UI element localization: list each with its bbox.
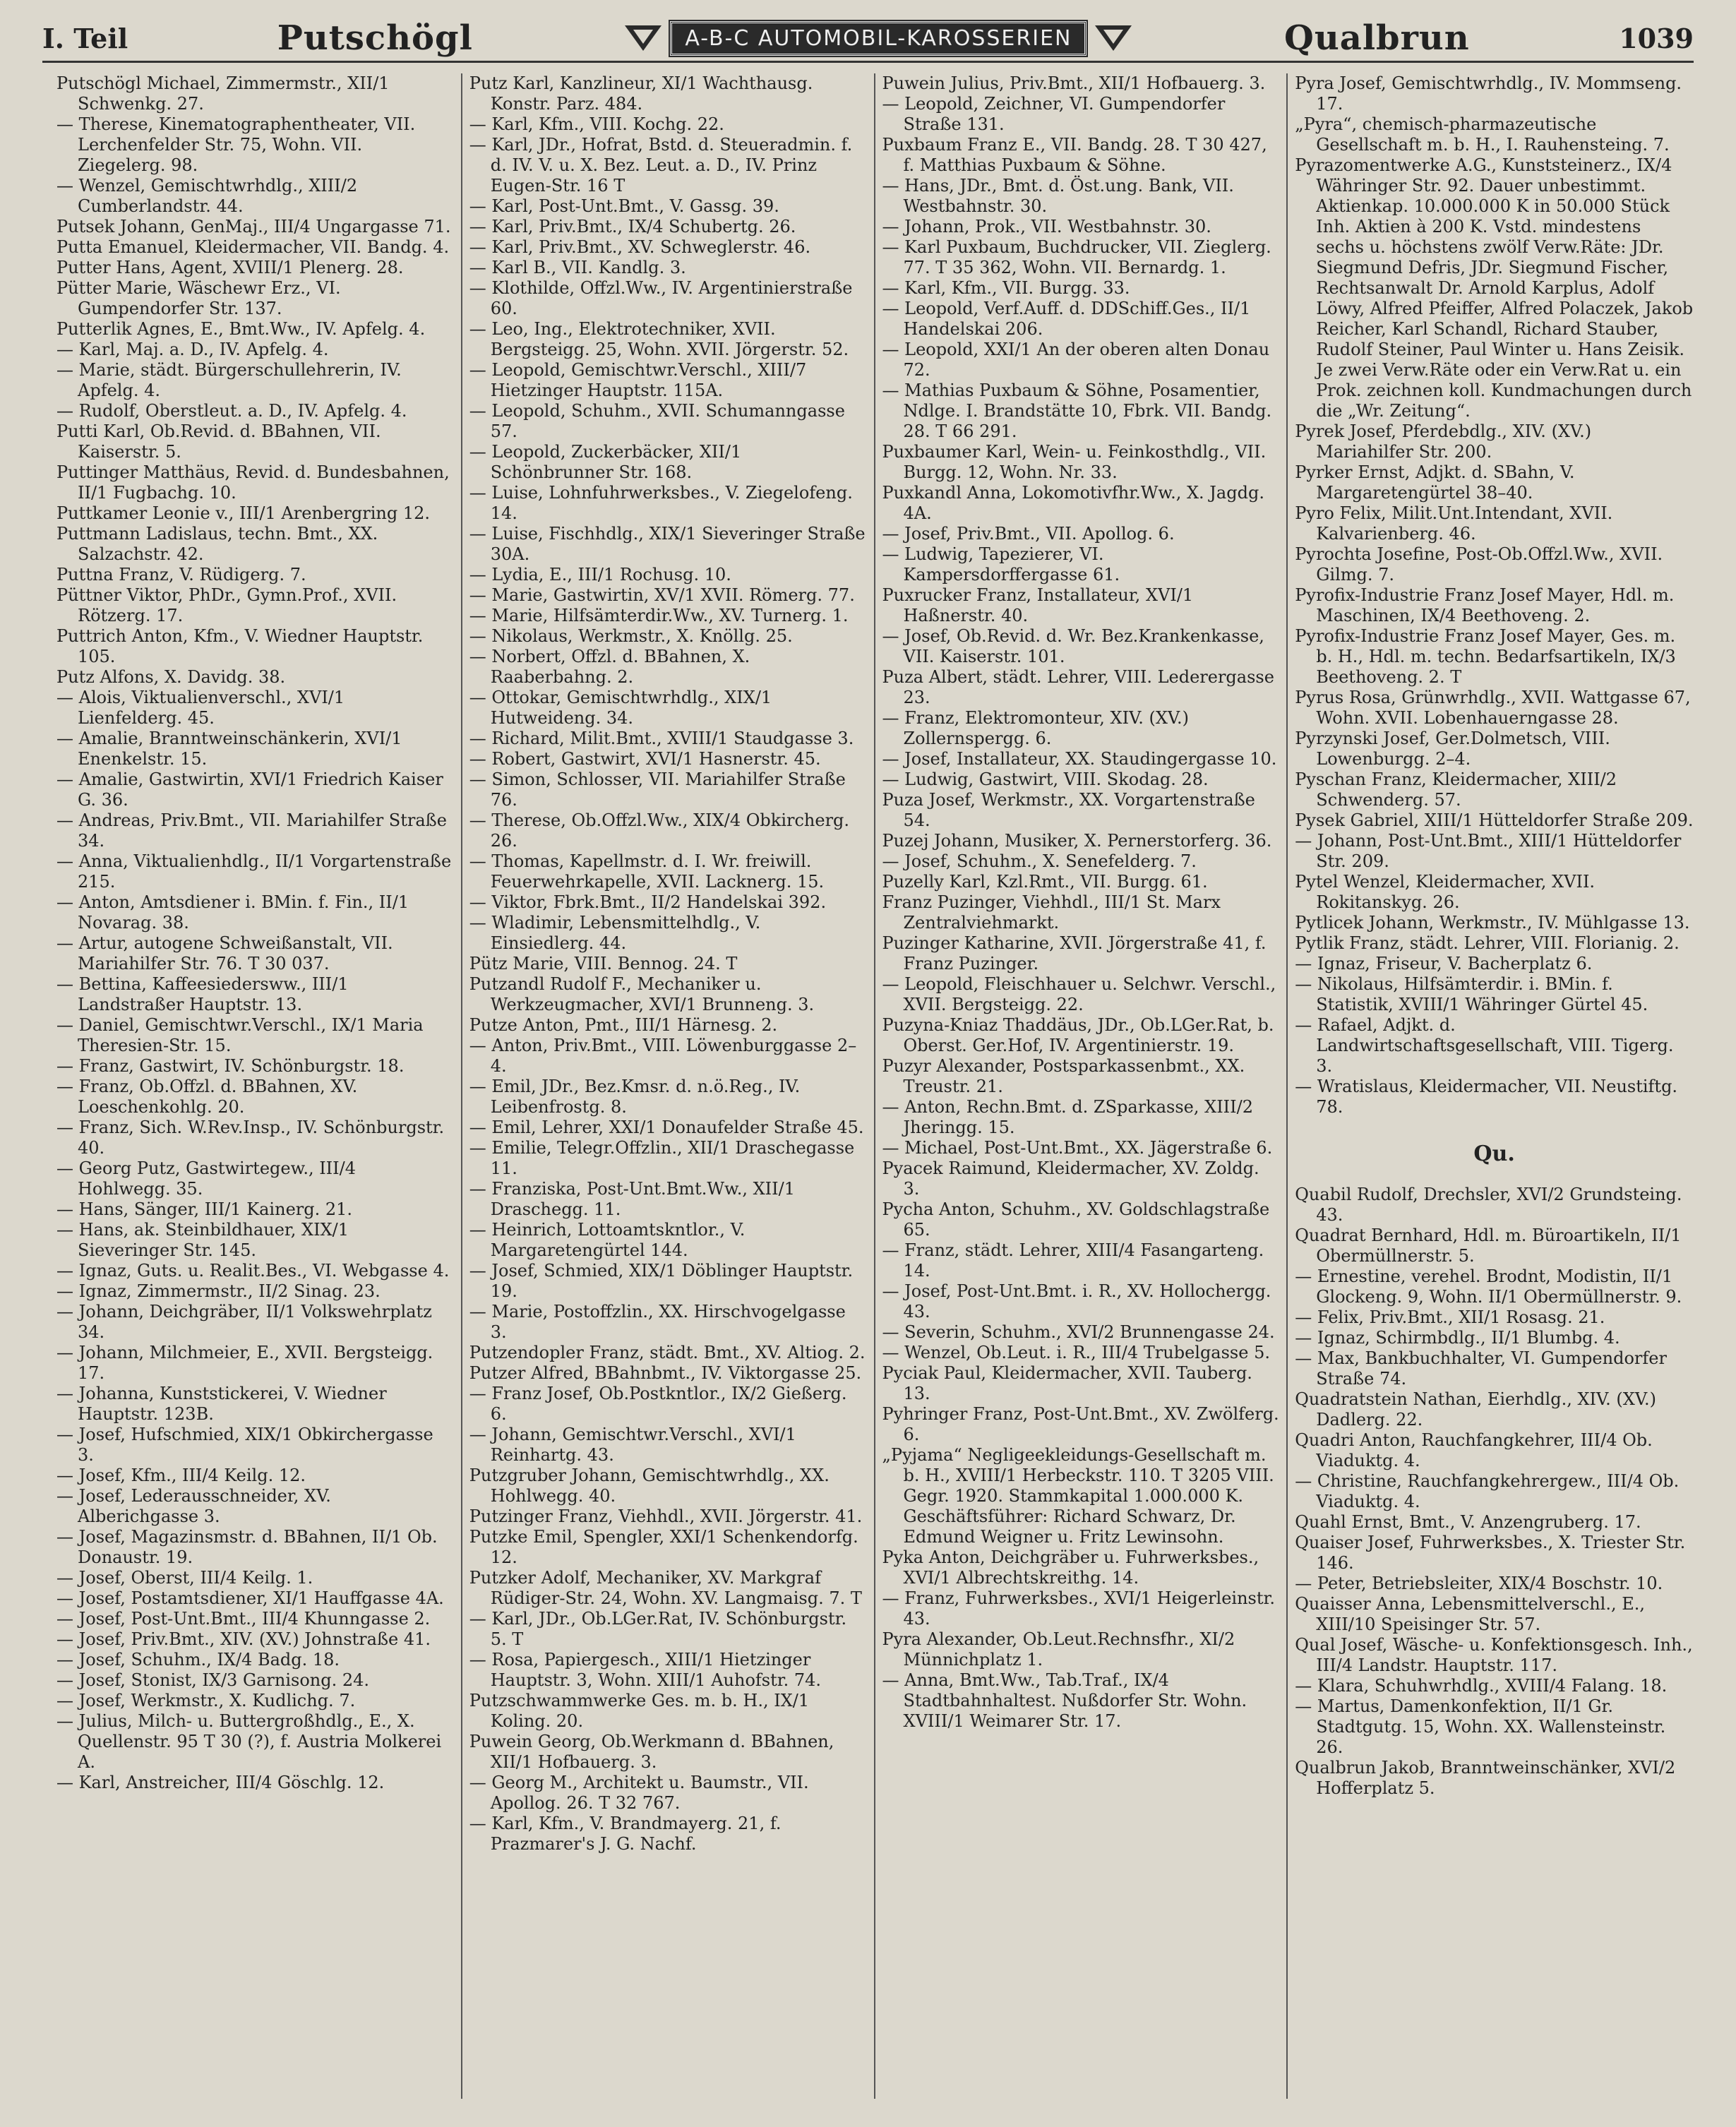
directory-entry: — Marie, Hilfsämterdir.Ww., XV. Turnerg. 1.	[469, 606, 849, 625]
column-1	[49, 73, 462, 2099]
directory-entry: Puttna Franz, V. Rüdigerg. 7.	[56, 565, 306, 585]
directory-entry: Puttinger Matthäus, Revid. d. Bundesbahnen, II/1 Fugbachg. 10.	[56, 462, 450, 503]
directory-entry: — Ignaz, Zimmermstr., II/2 Sinag. 23.	[56, 1281, 381, 1301]
directory-entry: Püttner Viktor, PhDr., Gymn.Prof., XVII. Rötzerg. 17.	[56, 585, 397, 625]
directory-entry: — Karl, Maj. a. D., IV. Apfelg. 4.	[56, 340, 329, 359]
directory-entry: Quaiser Josef, Fuhrwerksbes., X. Triester Str. 146.	[1295, 1533, 1686, 1573]
directory-entry: — Heinrich, Lottoamtskntlor., V. Margaretengürtel 144.	[469, 1220, 746, 1260]
directory-entry: Quadrat Bernhard, Hdl. m. Büroartikeln, II/1 Obermüllnerstr. 5.	[1295, 1226, 1682, 1266]
directory-entry: — Josef, Hufschmied, XIX/1 Obkirchergasse 3.	[56, 1425, 433, 1465]
directory-entry: — Ludwig, Tapezierer, VI. Kampersdorffergasse 61.	[882, 544, 1120, 585]
directory-entry: — Hans, JDr., Bmt. d. Öst.ung. Bank, VII. Westbahnstr. 30.	[882, 176, 1234, 216]
directory-entry: — Ignaz, Guts. u. Realit.Bes., VI. Webgasse 4.	[56, 1261, 450, 1281]
directory-entry: Puzyr Alexander, Postsparkassenbmt., XX. Treustr. 21.	[882, 1056, 1245, 1096]
directory-entry: — Franz, Elektromonteur, XIV. (XV.) Zollernspergg. 6.	[882, 708, 1190, 748]
directory-columns	[49, 73, 1701, 2099]
directory-entry: — Emil, JDr., Bez.Kmsr. d. n.ö.Reg., IV. Leibenfrostg. 8.	[469, 1077, 801, 1117]
directory-entry: — Hans, ak. Steinbildhauer, XIX/1 Sieveringer Str. 145.	[56, 1220, 349, 1260]
directory-entry: — Julius, Milch- u. Buttergroßhdlg., E., X. Quellenstr. 95 T 30 (?), f. Austria Molkerei A.	[56, 1711, 442, 1772]
directory-entry: — Emilie, Telegr.Offzlin., XII/1 Draschegasse 11.	[469, 1138, 855, 1178]
directory-entry: — Josef, Installateur, XX. Staudingergasse 10.	[882, 749, 1277, 769]
directory-entry: — Franz, Fuhrwerksbes., XVI/1 Heigerleinstr. 43.	[882, 1588, 1275, 1629]
directory-entry: Putzandl Rudolf F., Mechaniker u. Werkzeugmacher, XVI/1 Brunneng. 3.	[469, 974, 815, 1014]
directory-entry: Quadratstein Nathan, Eierhdlg., XIV. (XV.) Dadlerg. 22.	[1295, 1389, 1656, 1430]
directory-entry: — Viktor, Fbrk.Bmt., II/2 Handelskai 392.	[469, 892, 827, 912]
directory-entry: — Franz, Gastwirt, IV. Schönburgstr. 18.	[56, 1056, 405, 1076]
directory-entry: Pyrofix-Industrie Franz Josef Mayer, Hdl. m. Maschinen, IX/4 Beethoveng. 2.	[1295, 585, 1675, 625]
directory-entry: Putze Anton, Pmt., III/1 Härnesg. 2.	[469, 1015, 778, 1035]
directory-entry: Putzker Adolf, Mechaniker, XV. Markgraf Rüdiger-Str. 24, Wohn. XV. Langmaisg. 7. T	[469, 1568, 862, 1608]
shield-logo-icon	[1092, 23, 1135, 54]
directory-entry: Puzinger Katharine, XVII. Jörgerstraße 41, f. Franz Puzinger.	[882, 933, 1267, 973]
directory-entry: — Georg M., Architekt u. Baumstr., VII. Apollog. 26. T 32 767.	[469, 1773, 809, 1813]
directory-entry: Pyrzynski Josef, Ger.Dolmetsch, VIII. Lowenburgg. 2–4.	[1295, 729, 1610, 769]
directory-entry: — Luise, Fischhdlg., XIX/1 Sieveringer Straße 30A.	[469, 524, 866, 564]
directory-entry: — Alois, Viktualienverschl., XVI/1 Lienfelderg. 45.	[56, 688, 345, 728]
directory-entry: — Christine, Rauchfangkehrergew., III/4 Ob. Viaduktg. 4.	[1295, 1471, 1680, 1511]
directory-entry: Pyciak Paul, Kleidermacher, XVII. Tauberg. 13.	[882, 1363, 1252, 1403]
directory-entry: — Franz Josef, Ob.Postkntlor., IX/2 Gießerg. 6.	[469, 1384, 847, 1424]
directory-entry: — Josef, Post-Unt.Bmt., III/4 Khunngasse 2.	[56, 1609, 431, 1629]
directory-entry: — Klara, Schuhwrhdlg., XVIII/4 Falang. 18.	[1295, 1676, 1668, 1696]
directory-entry: — Leo, Ing., Elektrotechniker, XVII. Bergsteigg. 25, Wohn. XVII. Jörgerstr. 52.	[469, 319, 849, 359]
directory-entry: Putterlik Agnes, E., Bmt.Ww., IV. Apfelg. 4.	[56, 319, 426, 339]
directory-entry: Pyhringer Franz, Post-Unt.Bmt., XV. Zwölferg. 6.	[882, 1404, 1279, 1444]
directory-entry: — Severin, Schuhm., XVI/2 Brunnengasse 24.	[882, 1322, 1275, 1342]
advertisement-text: A-B-C AUTOMOBIL-KAROSSERIEN	[670, 21, 1087, 56]
page-number: 1039	[1619, 22, 1694, 54]
directory-entry: Puttmann Ladislaus, techn. Bmt., XX. Salzachstr. 42.	[56, 524, 378, 564]
directory-entry: — Nikolaus, Werkmstr., X. Knöllg. 25.	[469, 626, 793, 646]
directory-entry: — Anton, Rechn.Bmt. d. ZSparkasse, XIII/2 Jheringg. 15.	[882, 1097, 1253, 1137]
directory-entry: Puxbaumer Karl, Wein- u. Feinkosthdlg., VII. Burgg. 12, Wohn. Nr. 33.	[882, 442, 1267, 482]
directory-entry: Franz Puzinger, Viehhdl., III/1 St. Marx Zentralviehmarkt.	[882, 892, 1221, 933]
directory-entry: Puzej Johann, Musiker, X. Pernerstorferg. 36.	[882, 831, 1272, 851]
directory-entry: Putz Alfons, X. Davidg. 38.	[56, 667, 286, 687]
directory-entry: — Ignaz, Schirmbdlg., II/1 Blumbg. 4.	[1295, 1328, 1620, 1348]
directory-entry: Putzschwammwerke Ges. m. b. H., IX/1 Koling. 20.	[469, 1691, 810, 1731]
directory-entry: — Karl, Anstreicher, III/4 Göschlg. 12.	[56, 1773, 385, 1792]
directory-entry: — Leopold, Zeichner, VI. Gumpendorfer Straße 131.	[882, 94, 1226, 134]
directory-entry: — Nikolaus, Hilfsämterdir. i. BMin. f. Statistik, XVIII/1 Währinger Gürtel 45.	[1295, 974, 1648, 1014]
directory-entry: — Andreas, Priv.Bmt., VII. Mariahilfer Straße 34.	[56, 810, 447, 851]
directory-entry: — Anna, Bmt.Ww., Tab.Traf., IX/4 Stadtbahnhaltest. Nußdorfer Str. Wohn. XVIII/1 Weimarer Str. 17.	[882, 1670, 1247, 1731]
directory-entry: — Karl B., VII. Kandlg. 3.	[469, 258, 686, 277]
directory-entry: — Marie, Postoffzlin., XX. Hirschvogelgasse 3.	[469, 1302, 846, 1342]
directory-entry: — Karl, JDr., Hofrat, Bstd. d. Steueradmin. f. d. IV. V. u. X. Bez. Leut. a. D., IV. Prinz Eugen-Str. 16 T	[469, 135, 853, 196]
directory-entry: Pyka Anton, Deichgräber u. Fuhrwerksbes., XVI/1 Albrechtskreithg. 14.	[882, 1547, 1259, 1588]
directory-entry: Pyrker Ernst, Adjkt. d. SBahn, V. Margaretengürtel 38–40.	[1295, 462, 1575, 503]
directory-entry: — Rosa, Papiergesch., XIII/1 Hietzinger Hauptstr. 3, Wohn. XIII/1 Auhofstr. 74.	[469, 1650, 822, 1690]
directory-entry: — Josef, Magazinsmstr. d. BBahnen, II/1 Ob. Donaustr. 19.	[56, 1527, 438, 1567]
directory-entry: Quaisser Anna, Lebensmittelverschl., E., XIII/10 Speisinger Str. 57.	[1295, 1594, 1645, 1634]
directory-entry: — Felix, Priv.Bmt., XII/1 Rosasg. 21.	[1295, 1307, 1605, 1327]
section-heading: Qu.	[1473, 1142, 1515, 1166]
directory-entry: „Pyra“, chemisch-pharmazeutische Gesellschaft m. b. H., I. Rauhensteing. 7.	[1295, 114, 1670, 155]
first-entry-word: Putschögl	[277, 18, 473, 58]
directory-entry: — Ludwig, Gastwirt, VIII. Skodag. 28.	[882, 769, 1209, 789]
directory-entry: — Amalie, Branntweinschänkerin, XVI/1 Enenkelstr. 15.	[56, 729, 402, 769]
directory-entry: Puzyna-Kniaz Thaddäus, JDr., Ob.LGer.Rat, b. Oberst. Ger.Hof, IV. Argentinierstr. 19.	[882, 1015, 1274, 1055]
directory-entry: — Bettina, Kaffeesiedersww., III/1 Landstraßer Hauptstr. 13.	[56, 974, 349, 1014]
directory-entry: — Leopold, Zuckerbäcker, XII/1 Schönbrunner Str. 168.	[469, 442, 742, 482]
directory-entry: — Artur, autogene Schweißanstalt, VII. Mariahilfer Str. 76. T 30 037.	[56, 933, 393, 973]
directory-entry: — Anton, Amtsdiener i. BMin. f. Fin., II/1 Novarag. 38.	[56, 892, 409, 933]
directory-entry: Puza Albert, städt. Lehrer, VIII. Lederergasse 23.	[882, 667, 1274, 707]
directory-entry: — Josef, Schuhm., IX/4 Badg. 18.	[56, 1650, 340, 1670]
directory-entry: Qualbrun Jakob, Branntweinschänker, XVI/2 Hofferplatz 5.	[1295, 1758, 1676, 1798]
directory-entry: — Karl Puxbaum, Buchdrucker, VII. Zieglerg. 77. T 35 362, Wohn. VII. Bernardg. 1.	[882, 237, 1271, 277]
directory-entry: — Josef, Schuhm., X. Senefelderg. 7.	[882, 851, 1197, 871]
directory-entry: — Josef, Kfm., III/4 Keilg. 12.	[56, 1466, 306, 1485]
directory-entry: Pyacek Raimund, Kleidermacher, XV. Zoldg. 3.	[882, 1158, 1259, 1199]
directory-entry: — Wladimir, Lebensmittelhdlg., V. Einsiedlerg. 44.	[469, 913, 761, 953]
directory-entry: Puzelly Karl, Kzl.Rmt., VII. Burgg. 61.	[882, 872, 1208, 892]
directory-entry: — Wenzel, Gemischtwrhdlg., XIII/2 Cumberlandstr. 44.	[56, 176, 358, 216]
directory-entry: Pyro Felix, Milit.Unt.Intendant, XVII. Kalvarienberg. 46.	[1295, 503, 1613, 544]
directory-entry: — Josef, Stonist, IX/3 Garnisong. 24.	[56, 1670, 370, 1690]
directory-entry: — Amalie, Gastwirtin, XVI/1 Friedrich Kaiser G. 36.	[56, 769, 443, 810]
directory-entry: — Georg Putz, Gastwirtegew., III/4 Hohlwegg. 35.	[56, 1158, 356, 1199]
directory-entry: — Leopold, Fleischhauer u. Selchwr. Verschl., XVII. Bergsteigg. 22.	[882, 974, 1276, 1014]
directory-entry: — Josef, Priv.Bmt., XIV. (XV.) Johnstraße 41.	[56, 1629, 431, 1649]
directory-entry: Pütz Marie, VIII. Bennog. 24. T	[469, 954, 738, 973]
directory-entry: Quabil Rudolf, Drechsler, XVI/2 Grundsteing. 43.	[1295, 1185, 1682, 1225]
directory-entry: — Lydia, E., III/1 Rochusg. 10.	[469, 565, 731, 585]
column-4	[1288, 73, 1701, 2099]
directory-entry: — Ottokar, Gemischtwrhdlg., XIX/1 Hutweideng. 34.	[469, 688, 772, 728]
page-header	[42, 16, 1694, 63]
directory-entry: — Thomas, Kapellmstr. d. I. Wr. freiwill. Feuerwehrkapelle, XVII. Lacknerg. 15.	[469, 851, 825, 892]
section-label: I. Teil	[42, 22, 128, 54]
directory-entry: — Simon, Schlosser, VII. Mariahilfer Straße 76.	[469, 769, 846, 810]
directory-entry: — Therese, Ob.Offzl.Ww., XIX/4 Obkircherg. 26.	[469, 810, 850, 851]
directory-entry: — Karl, Kfm., VII. Burgg. 33.	[882, 278, 1130, 298]
directory-entry: — Marie, städt. Bürgerschullehrerin, IV. Apfelg. 4.	[56, 360, 402, 400]
directory-entry: — Karl, Kfm., V. Brandmayerg. 21, f. Prazmarer's J. G. Nachf.	[469, 1814, 782, 1854]
directory-entry: — Johann, Milchmeier, E., XVII. Bergsteigg. 17.	[56, 1343, 433, 1383]
directory-entry: Puxkandl Anna, Lokomotivfhr.Ww., X. Jagdg. 4A.	[882, 483, 1264, 523]
directory-entry: — Franz, Ob.Offzl. d. BBahnen, XV. Loeschenkohlg. 20.	[56, 1077, 358, 1117]
directory-entry: Pütter Marie, Wäschewr Erz., VI. Gumpendorfer Str. 137.	[56, 278, 341, 318]
directory-entry: — Emil, Lehrer, XXI/1 Donaufelder Straße 45.	[469, 1118, 864, 1137]
directory-entry: Quahl Ernst, Bmt., V. Anzengruberg. 17.	[1295, 1512, 1641, 1532]
directory-entry: — Martus, Damenkonfektion, II/1 Gr. Stadtgutg. 15, Wohn. XX. Wallensteinstr. 26.	[1295, 1696, 1666, 1757]
column-2	[462, 73, 875, 2099]
last-entry-word: Qualbrun	[1284, 18, 1470, 58]
directory-entry: — Luise, Lohnfuhrwerksbes., V. Ziegelofeng. 14.	[469, 483, 853, 523]
directory-entry: Pyrek Josef, Pferdebdlg., XIV. (XV.) Mariahilfer Str. 200.	[1295, 421, 1592, 462]
directory-entry: Putzgruber Johann, Gemischtwrhdlg., XX. Hohlwegg. 40.	[469, 1466, 830, 1506]
directory-entry: — Therese, Kinematographentheater, VII. Lerchenfelder Str. 75, Wohn. VII. Ziegelerg. 98.	[56, 114, 416, 175]
directory-entry: — Franz, städt. Lehrer, XIII/4 Fasangarteng. 14.	[882, 1240, 1264, 1281]
directory-entry: — Marie, Gastwirtin, XV/1 XVII. Römerg. 77.	[469, 585, 855, 605]
directory-entry: Puxbaum Franz E., VII. Bandg. 28. T 30 427, f. Matthias Puxbaum & Söhne.	[882, 135, 1267, 175]
directory-entry: — Josef, Schmied, XIX/1 Döblinger Hauptstr. 19.	[469, 1261, 854, 1301]
directory-entry: Qual Josef, Wäsche- u. Konfektionsgesch. Inh., III/4 Landstr. Hauptstr. 117.	[1295, 1635, 1693, 1675]
directory-entry: „Pyjama“ Negligeekleidungs-Gesellschaft m. b. H., XVIII/1 Herbeckstr. 110. T 3205 VIII. Gegr. 1920. Stammkapital 1.000.000 K. Geschäftsführer: Richard Schwarz, Dr. Edmund Weigner u. Fritz Lewinsohn.	[882, 1445, 1274, 1547]
directory-entry: Pyrochta Josefine, Post-Ob.Offzl.Ww., XVII. Gilmg. 7.	[1295, 544, 1663, 585]
directory-entry: — Josef, Werkmstr., X. Kudlichg. 7.	[56, 1691, 356, 1710]
directory-entry: — Mathias Puxbaum & Söhne, Posamentier, Ndlge. I. Brandstätte 10, Fbrk. VII. Bandg. 28. T 66 291.	[882, 381, 1272, 441]
directory-entry: Pysek Gabriel, XIII/1 Hütteldorfer Straße 209.	[1295, 810, 1694, 830]
directory-entry: — Josef, Priv.Bmt., VII. Apollog. 6.	[882, 524, 1175, 544]
directory-entry: — Leopold, Gemischtwr.Verschl., XIII/7 Hietzinger Hauptstr. 115A.	[469, 360, 807, 400]
directory-entry: Pytlik Franz, städt. Lehrer, VIII. Florianig. 2.	[1295, 933, 1680, 953]
directory-entry: Pyra Alexander, Ob.Leut.Rechnsfhr., XI/2 Münnichplatz 1.	[882, 1629, 1235, 1670]
directory-entry: — Johann, Gemischtwr.Verschl., XVI/1 Reinhartg. 43.	[469, 1425, 796, 1465]
directory-entry: — Josef, Oberst, III/4 Keilg. 1.	[56, 1568, 313, 1588]
directory-entry: Putzendopler Franz, städt. Bmt., XV. Altiog. 2.	[469, 1343, 866, 1362]
directory-entry: Putz Karl, Kanzlineur, XI/1 Wachthausg. Konstr. Parz. 484.	[469, 73, 813, 114]
directory-entry: Pyra Josef, Gemischtwrhdlg., IV. Mommseng. 17.	[1295, 73, 1682, 114]
directory-entry: — Wenzel, Ob.Leut. i. R., III/4 Trubelgasse 5.	[882, 1343, 1270, 1362]
directory-entry: — Hans, Sänger, III/1 Kainerg. 21.	[56, 1199, 353, 1219]
directory-entry: Quadri Anton, Rauchfangkehrer, III/4 Ob. Viaduktg. 4.	[1295, 1430, 1653, 1470]
directory-entry: — Josef, Lederausschneider, XV. Alberichgasse 3.	[56, 1486, 331, 1526]
directory-entry: — Johann, Post-Unt.Bmt., XIII/1 Hütteldorfer Str. 209.	[1295, 831, 1682, 871]
directory-entry: Pyrus Rosa, Grünwrhdlg., XVII. Wattgasse 67, Wohn. XVII. Lobenhauerngasse 28.	[1295, 688, 1691, 728]
directory-entry: Putsek Johann, GenMaj., III/4 Ungargasse 71.	[56, 217, 451, 236]
directory-entry: — Karl, Priv.Bmt., IX/4 Schubertg. 26.	[469, 217, 796, 236]
directory-entry: — Ernestine, verehel. Brodnt, Modistin, II/1 Glockeng. 9, Wohn. II/1 Obermüllnerstr. 9.	[1295, 1266, 1682, 1307]
column-3	[875, 73, 1288, 2099]
directory-entry: — Karl, Post-Unt.Bmt., V. Gassg. 39.	[469, 196, 779, 216]
directory-entry: — Leopold, Verf.Auff. d. DDSchiff.Ges., II/1 Handelskai 206.	[882, 299, 1251, 339]
directory-entry: — Leopold, Schuhm., XVII. Schumanngasse 57.	[469, 401, 845, 441]
directory-entry: Putti Karl, Ob.Revid. d. BBahnen, VII. Kaiserstr. 5.	[56, 421, 381, 462]
directory-entry: Puwein Julius, Priv.Bmt., XII/1 Hofbauerg. 3.	[882, 73, 1266, 93]
directory-entry: Pyrofix-Industrie Franz Josef Mayer, Ges. m. b. H., Hdl. m. techn. Bedarfsartikeln, IX/3 Beethoveng. 2. T	[1295, 626, 1676, 687]
directory-entry: — Johann, Deichgräber, II/1 Volkswehrplatz 34.	[56, 1302, 432, 1342]
directory-entry: — Rafael, Adjkt. d. Landwirtschaftsgesellschaft, VIII. Tigerg. 3.	[1295, 1015, 1674, 1076]
directory-entry: Pytlicek Johann, Werkmstr., IV. Mühlgasse 13.	[1295, 913, 1690, 933]
directory-entry: — Norbert, Offzl. d. BBahnen, X. Raaberbahng. 2.	[469, 647, 750, 687]
directory-entry: — Max, Bankbuchhalter, VI. Gumpendorfer Straße 74.	[1295, 1348, 1667, 1389]
directory-entry: — Johanna, Kunststickerei, V. Wiedner Hauptstr. 123B.	[56, 1384, 387, 1424]
directory-entry: — Josef, Postamtsdiener, XI/1 Hauffgasse 4A.	[56, 1588, 444, 1608]
directory-entry: Putta Emanuel, Kleidermacher, VII. Bandg. 4.	[56, 237, 450, 257]
directory-entry: — Franziska, Post-Unt.Bmt.Ww., XII/1 Draschegg. 11.	[469, 1179, 795, 1219]
directory-entry: Pycha Anton, Schuhm., XV. Goldschlagstraße 65.	[882, 1199, 1270, 1240]
directory-entry: Puttrich Anton, Kfm., V. Wiedner Hauptstr. 105.	[56, 626, 424, 666]
directory-entry: Putzer Alfred, BBahnbmt., IV. Viktorgasse 25.	[469, 1363, 862, 1383]
directory-entry: — Daniel, Gemischtwr.Verschl., IX/1 Maria Theresien-Str. 15.	[56, 1015, 424, 1055]
directory-entry: — Klothilde, Offzl.Ww., IV. Argentinierstraße 60.	[469, 278, 853, 318]
directory-entry: Putschögl Michael, Zimmermstr., XII/1 Schwenkg. 27.	[56, 73, 390, 114]
directory-entry: Puttkamer Leonie v., III/1 Arenbergring 12.	[56, 503, 431, 523]
directory-entry: — Ignaz, Friseur, V. Bacherplatz 6.	[1295, 954, 1593, 973]
directory-entry: — Karl, Priv.Bmt., XV. Schweglerstr. 46.	[469, 237, 811, 257]
directory-entry: — Karl, JDr., Ob.LGer.Rat, IV. Schönburgstr. 5. T	[469, 1609, 847, 1649]
directory-entry: Puza Josef, Werkmstr., XX. Vorgartenstraße 54.	[882, 790, 1255, 830]
directory-entry: — Karl, Kfm., VIII. Kochg. 22.	[469, 114, 724, 134]
directory-entry: Puwein Georg, Ob.Werkmann d. BBahnen, XII/1 Hofbauerg. 3.	[469, 1732, 834, 1772]
directory-entry: — Leopold, XXI/1 An der oberen alten Donau 72.	[882, 340, 1270, 380]
directory-entry: — Franz, Sich. W.Rev.Insp., IV. Schönburgstr. 40.	[56, 1118, 445, 1158]
directory-entry: Pyrazomentwerke A.G., Kunststeinerz., IX/4 Währinger Str. 92. Dauer unbestimmt. Aktienkap. 10.000.000 K in 50.000 Stück Inh. Aktien à 200 K. Vstd. mindestens sechs u. höchstens zwölf Verw.Räte: JDr. Siegmund Defris, JDr. Siegmund Fischer, Rechtsanwalt Dr. Arnold Karplus, Adolf Löwy, Alfred Pfeiffer, Alfred Polaczek, Jakob Reicher, Karl Schandl, Richard Stauber, Rudolf Steiner, Paul Winter u. Hans Zeisik. Je zwei Verw.Räte oder ein Verw.Rat u. ein Prok. zeichnen koll. Kundmachungen durch die „Wr. Zeitung“.	[1295, 155, 1694, 421]
directory-entry: Putter Hans, Agent, XVIII/1 Plenerg. 28.	[56, 258, 404, 277]
shield-logo-icon	[622, 23, 664, 54]
advertisement-banner	[622, 21, 1135, 56]
directory-entry: Putzke Emil, Spengler, XXI/1 Schenkendorfg. 12.	[469, 1527, 858, 1567]
directory-entry: — Anna, Viktualienhdlg., II/1 Vorgartenstraße 215.	[56, 851, 452, 892]
directory-entry: Pytel Wenzel, Kleidermacher, XVII. Rokitanskyg. 26.	[1295, 872, 1596, 912]
directory-entry: Putzinger Franz, Viehhdl., XVII. Jörgerstr. 41.	[469, 1506, 863, 1526]
directory-entry: — Josef, Ob.Revid. d. Wr. Bez.Krankenkasse, VII. Kaiserstr. 101.	[882, 626, 1264, 666]
directory-entry: — Wratislaus, Kleidermacher, VII. Neustiftg. 78.	[1295, 1077, 1678, 1117]
directory-entry: — Richard, Milit.Bmt., XVIII/1 Staudgasse 3.	[469, 729, 854, 748]
directory-entry: — Johann, Prok., VII. Westbahnstr. 30.	[882, 217, 1211, 236]
directory-entry: — Robert, Gastwirt, XVI/1 Hasnerstr. 45.	[469, 749, 821, 769]
directory-entry: — Peter, Betriebsleiter, XIX/4 Boschstr. 10.	[1295, 1574, 1663, 1593]
directory-entry: Pyschan Franz, Kleidermacher, XIII/2 Schwenderg. 57.	[1295, 769, 1617, 810]
directory-entry: — Rudolf, Oberstleut. a. D., IV. Apfelg. 4.	[56, 401, 407, 421]
directory-entry: — Michael, Post-Unt.Bmt., XX. Jägerstraße 6.	[882, 1138, 1273, 1158]
directory-entry: — Josef, Post-Unt.Bmt. i. R., XV. Hollochergg. 43.	[882, 1281, 1271, 1322]
directory-entry: — Anton, Priv.Bmt., VIII. Löwenburggasse 2–4.	[469, 1036, 857, 1076]
directory-entry: Puxrucker Franz, Installateur, XVI/1 Haßnerstr. 40.	[882, 585, 1194, 625]
